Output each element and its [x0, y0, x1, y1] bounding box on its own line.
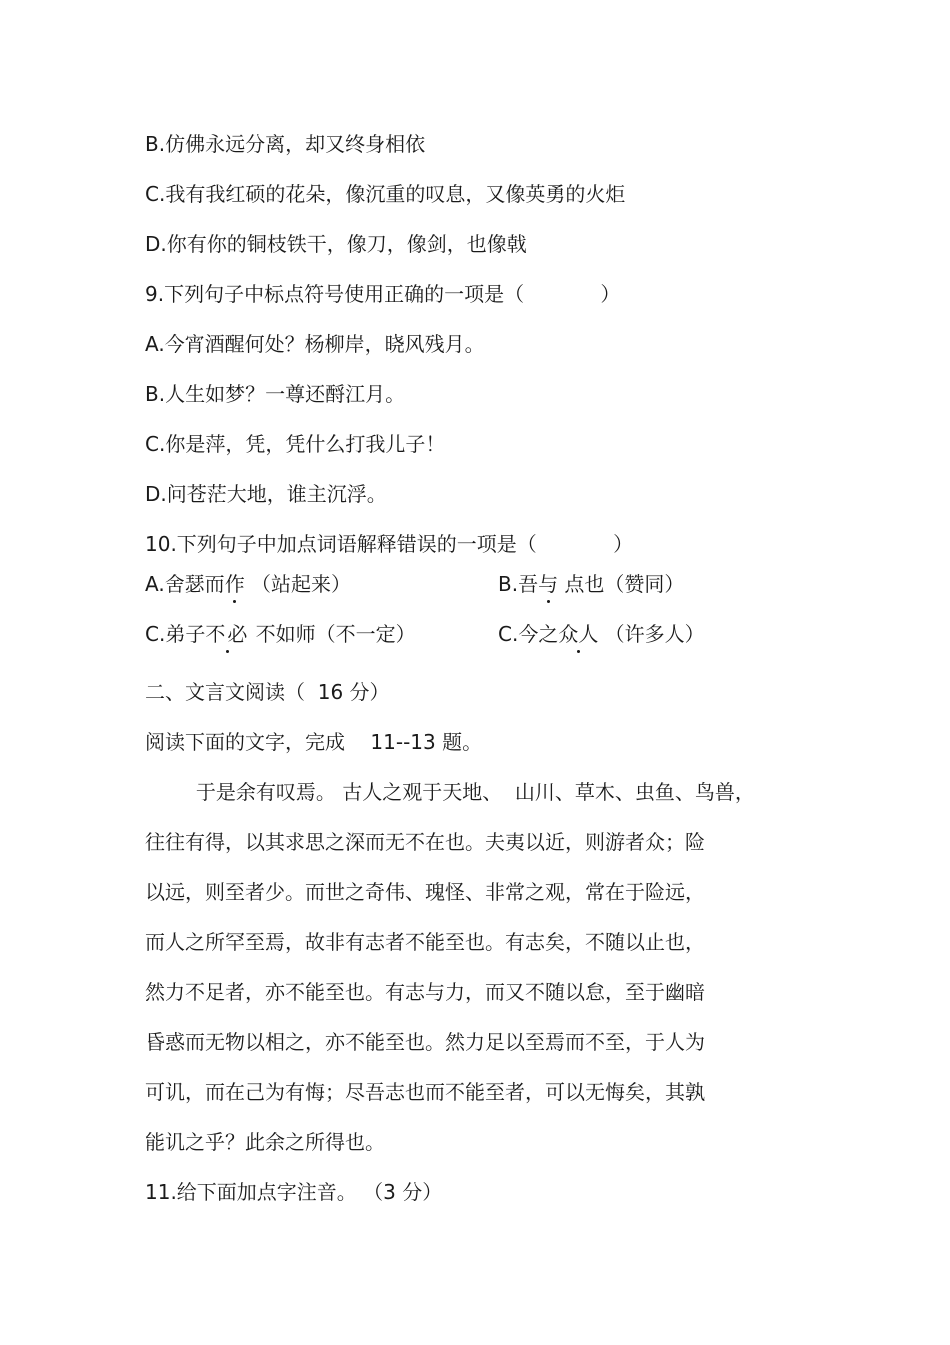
passage-line: 于是余有叹焉。 古人之观于天地、 山川、草木、虫鱼、鸟兽，: [145, 780, 755, 804]
option-text: B.吾: [498, 572, 539, 596]
q10-option-b: [498, 571, 684, 597]
q8-option-d: D.你有你的铜枝铁干，像刀，像剑，也像戟: [145, 232, 527, 256]
option-gloss: 点也（赞同）: [558, 572, 685, 596]
passage-line: 而人之所罕至焉，故非有志者不能至也。有志矣，不随以止也，: [145, 930, 705, 954]
passage-line: 以远，则至者少。而世之奇伟、瑰怪、非常之观，常在于险远，: [145, 880, 705, 904]
q10-option-a: [145, 571, 351, 597]
option-gloss: （站起来）: [244, 572, 352, 596]
dotted-word: 与: [538, 572, 559, 596]
option-text: C.今之: [498, 622, 559, 646]
q9-option-c: C.你是萍，凭，凭什么打我儿子！: [145, 432, 446, 456]
q10-option-c: [145, 621, 416, 647]
passage-line: 往往有得，以其求思之深而无不在也。夫夷以近，则游者众；险: [145, 830, 705, 854]
option-text: C.弟子: [145, 622, 206, 646]
option-text: A.舍瑟而: [145, 572, 225, 596]
q9-option-b: B.人生如梦？一尊还酹江月。: [145, 382, 406, 406]
q9-option-d: D.问苍茫大地，谁主沉浮。: [145, 482, 387, 506]
q11-stem: 11.给下面加点字注音。 （3 分）: [145, 1180, 443, 1204]
q9-option-a: A.今宵酒醒何处？杨柳岸，晓风残月。: [145, 332, 485, 356]
dotted-word: 作: [224, 572, 245, 596]
dotted-word: 不必: [205, 622, 250, 646]
option-gloss: 不如师（不一定）: [249, 622, 416, 646]
passage-line: 昏惑而无物以相之，亦不能至也。然力足以至焉而不至，于人为: [145, 1030, 705, 1054]
q10-stem: 10.下列句子中加点词语解释错误的一项是（ ）: [145, 532, 634, 556]
section-instruction: 阅读下面的文字，完成 11--13 题。: [145, 730, 483, 754]
section-title: 二、文言文阅读（ 16 分）: [145, 680, 390, 704]
q8-option-b: B.仿佛永远分离，却又终身相依: [145, 132, 426, 156]
q10-option-d: [498, 621, 705, 647]
q9-stem: 9.下列句子中标点符号使用正确的一项是（ ）: [145, 282, 621, 306]
option-gloss: （许多人）: [598, 622, 705, 646]
passage-line: 可讥，而在己为有悔；尽吾志也而不能至者，可以无悔矣，其孰: [145, 1080, 705, 1104]
dotted-word: 众人: [558, 622, 599, 646]
passage-line: 能讥之乎？此余之所得也。: [145, 1130, 385, 1154]
q8-option-c: C.我有我红硕的花朵，像沉重的叹息，又像英勇的火炬: [145, 182, 626, 206]
passage-line: 然力不足者，亦不能至也。有志与力，而又不随以怠，至于幽暗: [145, 980, 705, 1004]
